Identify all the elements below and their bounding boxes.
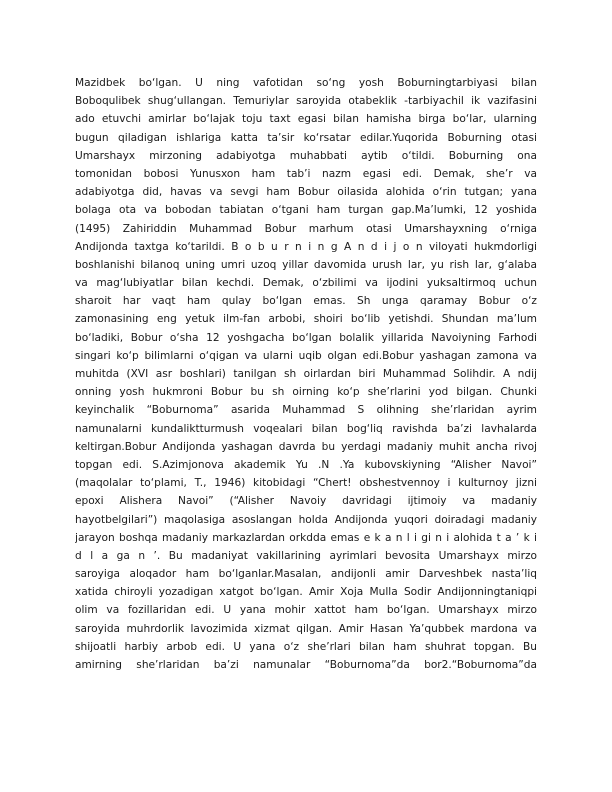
text-line: adabiyotga did, havas va sevgi ham Bobur oilasida alohida o‘rin tutgan; yana (75, 186, 537, 199)
body-paragraph (75, 74, 537, 674)
document-page (75, 74, 537, 674)
text-line: singari ko‘p bilimlarni o‘qigan va ularni uqib olgan edi.Bobur yashagan zamona va (75, 349, 537, 362)
text-line: Umarshayx mirzoning adabiyotga muhabbati aytib o‘tildi. Boburning ona (75, 149, 537, 162)
text-line: hayotbelgilari”) maqolasiga asoslangan holda Andijonda yuqori doiradagi madaniy (75, 513, 537, 526)
text-line: onning yosh hukmroni Bobur bu sh oirning ko‘p she’rlarini yod bilgan. Chunki (75, 386, 537, 399)
text-line: bugun qiladigan ishlariga katta ta’sir ko‘rsatar edilar.Yuqorida Boburning otasi (75, 131, 537, 144)
text-line: muhitda (XVI asr boshlari) tanilgan sh oirlardan biri Muhammad Solihdir. A ndij (75, 368, 537, 380)
text-line: keyinchalik “Boburnoma” asarida Muhammad S olihning she’rlaridan ayrim (75, 404, 537, 417)
text-line: Mazidbek bo‘lgan. U ning vafotidan so‘ng yosh Boburningtarbiyasi bilan (75, 77, 537, 89)
text-line: namunalarni kundaliktturmush voqealari bilan bog‘liq ravishda ba’zi lavhalarda (75, 422, 537, 435)
text-line: va mag‘lubiyatlar bilan kechdi. Demak, o‘zbilimi va ijodini yuksaltirmoq uchun (75, 277, 537, 290)
text-line: epoxi Alishera Navoi” (“Alisher Navoiy davridagi ijtimoiy va madaniy (75, 495, 537, 508)
text-line: keltirgan.Bobur Andijonda yashagan davrda bu yerdagi madaniy muhit ancha rivoj (75, 440, 537, 453)
text-line: bolaga ota va bobodan tabiatan o‘tgani ham turgan gap.Ma’lumki, 12 yoshida (75, 204, 537, 217)
text-line: (1495) Zahiriddin Muhammad Bobur marhum otasi Umarshayxning o‘rniga (75, 222, 537, 235)
text-line: topgan edi. S.Azimjonova akademik Yu .N .Ya kubovskiyning “Alisher Navoi” (75, 458, 537, 471)
text-line: ado etuvchi amirlar bo‘lajak toju taxt egasi bilan hamisha birga bo‘lar, ularning (75, 113, 537, 126)
text-line: Andijonda taxtga ko‘tarildi. B o b u r n i n g A n d i j o n viloyati hukmdorligi (75, 240, 537, 253)
text-line: zamonasining eng yetuk ilm-fan arbobi, shoiri bo‘lib yetishdi. Shundan ma’lum (75, 313, 537, 326)
text-line: (maqolalar to‘plami, T., 1946) kitobidagi “Chert! obshestvennoy i kulturnoy jizni (75, 477, 537, 490)
text-line: jarayon boshqa madaniy markazlardan orkdda emas e k a n l i gi n i alohida t a ’ k i (75, 531, 537, 544)
text-line: saroyiga aloqador ham bo‘lganlar.Masalan, andijonli amir Darveshbek nasta’liq (75, 568, 537, 581)
text-line: shijoatli harbiy arbob edi. U yana o‘z she’rlari bilan ham shuhrat topgan. Bu (75, 640, 537, 653)
text-line: xatida chiroyli yozadigan xatgot bo‘lgan. Amir Xoja Mulla Sodir Andijonningtaniqpi (75, 586, 537, 599)
text-line: bo‘ladiki, Bobur o‘sha 12 yoshgacha bo‘lgan bolalik yillarida Navoiyning Farhodi (75, 331, 537, 344)
text-line: amirning she’rlaridan ba’zi namunalar “Boburnoma”da bor2.“Boburnoma”da (75, 659, 537, 671)
text-line: tomonidan bobosi Yunusxon ham tab’i nazm egasi edi. Demak, she’r va (75, 167, 537, 180)
text-line: d l a ga n ’. Bu madaniyat vakillarining ayrimlari bevosita Umarshayx mirzo (75, 549, 537, 562)
text-line: saroyida muhrdorlik lavozimida xizmat qilgan. Amir Hasan Ya’qubbek mardona va (75, 622, 537, 635)
text-line: olim va fozillaridan edi. U yana mohir xattot ham bo‘lgan. Umarshayx mirzo (75, 604, 537, 617)
text-line: boshlanishi bilanoq uning umri uzoq yillar davomida urush lar, yu rish lar, g‘alaba (75, 258, 537, 271)
text-line: sharoit har vaqt ham qulay bo‘lgan emas. Sh unga qaramay Bobur o‘z (75, 295, 537, 308)
text-line: Boboqulibek shug‘ullangan. Temuriylar saroyida otabeklik -tarbiyachil ik vazifasini (75, 95, 537, 108)
